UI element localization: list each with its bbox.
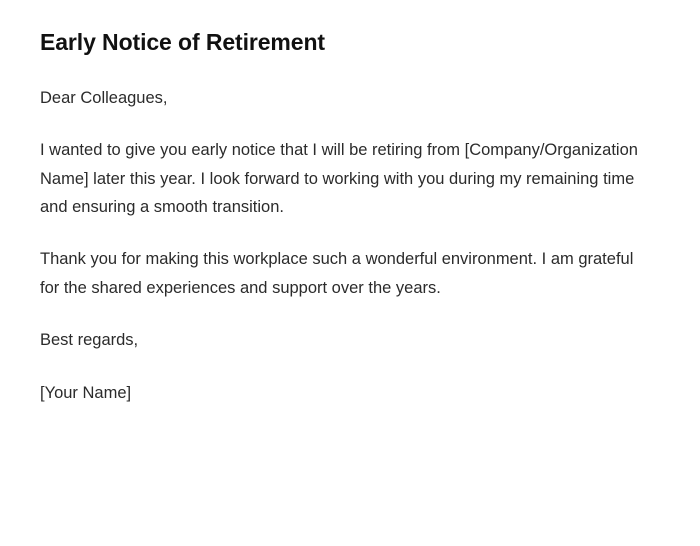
closing-text: Best regards, [40, 331, 139, 350]
signature-text: [Your Name] [40, 383, 132, 402]
salutation-text: Dear Colleagues, [40, 88, 168, 107]
body-paragraph-2: Thank you for making this workplace such a wonderful environment. I am grateful for the shared experiences and support over the years. [40, 250, 634, 297]
page-title: Early Notice of Retirement [40, 29, 325, 55]
body-paragraph-1: I wanted to give you early notice that I will be retiring from [Company/Organization Name] later this year. I look forward to working with you during my remaining time and ensuring a smooth transition. [40, 141, 638, 217]
